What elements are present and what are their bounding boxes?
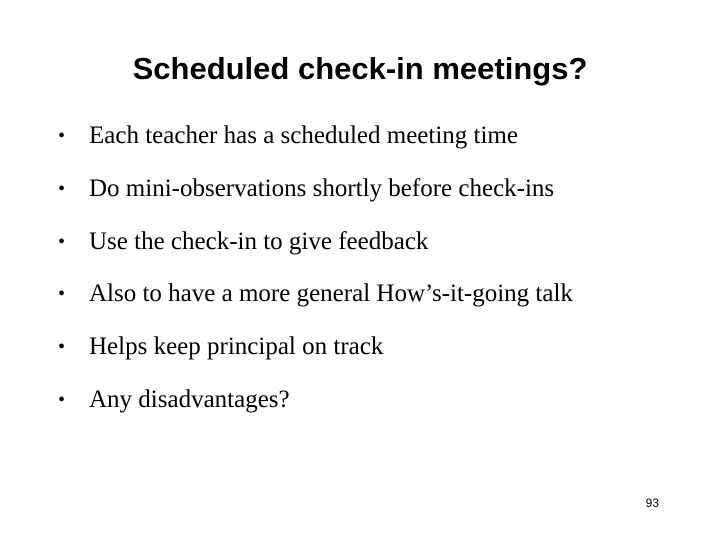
- bullet-text: Also to have a more general How’s-it-going talk: [89, 280, 573, 308]
- bullet-item: [58, 378, 698, 431]
- bullet-item: [58, 325, 698, 378]
- slide-title: Scheduled check-in meetings?: [132, 51, 588, 86]
- bullet-dot-icon: •: [58, 125, 66, 147]
- bullet-dot-icon: •: [58, 283, 66, 306]
- bullet-dot-icon: •: [58, 388, 66, 411]
- bullet-text: Do mini-observations shortly before check-ins: [89, 174, 555, 202]
- page-number: 93: [645, 496, 659, 510]
- bullet-dot-icon: •: [58, 177, 66, 200]
- bullet-text: Each teacher has a scheduled meeting time: [89, 122, 518, 149]
- bullet-text: Any disadvantages?: [89, 385, 290, 413]
- bullet-dot-icon: •: [58, 336, 66, 359]
- bullet-text: Use the check-in to give feedback: [89, 227, 429, 255]
- bullet-text: Helps keep principal on track: [89, 333, 384, 361]
- bullet-item: [58, 272, 698, 325]
- bullet-item: [58, 114, 698, 167]
- bullet-list: [58, 114, 698, 431]
- bullet-item: [58, 220, 698, 273]
- bullet-item: [58, 167, 698, 220]
- bullet-dot-icon: •: [58, 230, 66, 253]
